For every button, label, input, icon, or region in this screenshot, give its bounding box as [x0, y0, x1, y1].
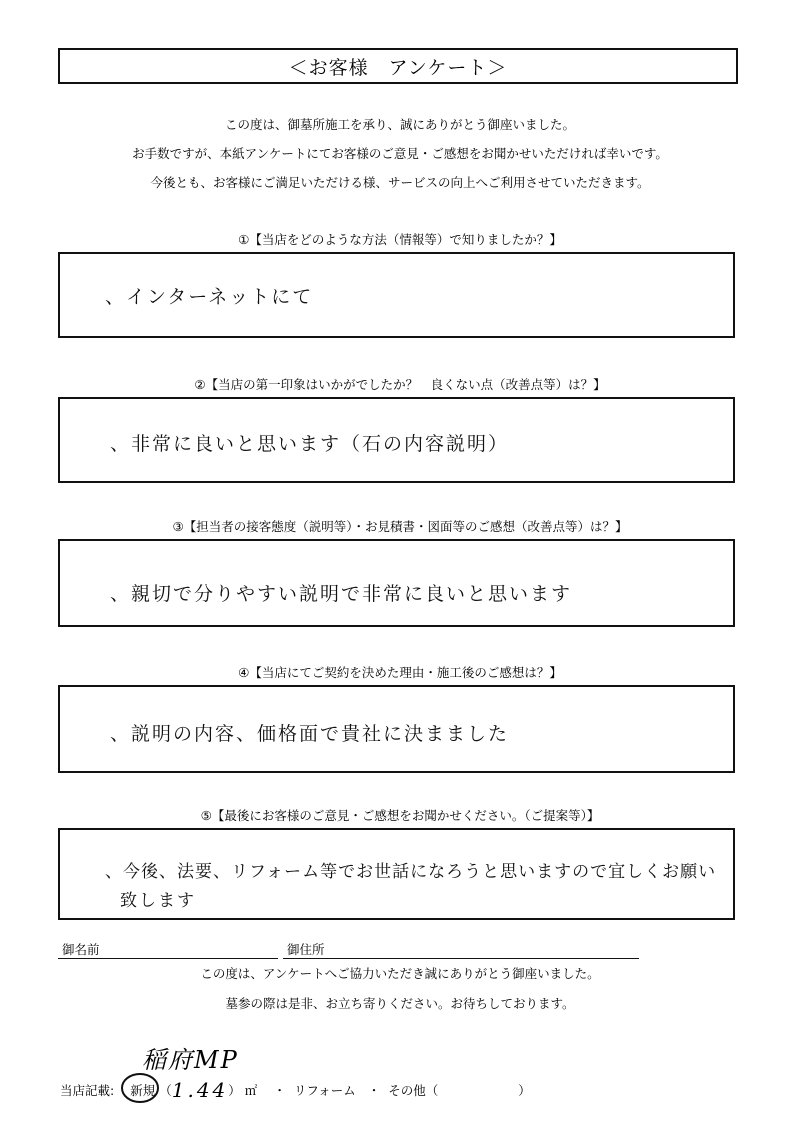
- intro-line-2: お手数ですが、本紙アンケートにてお客様のご意見・ご感想をお聞かせいただければ幸いです。: [132, 146, 668, 161]
- answer-3-text: 、親切で分りやすい説明で非常に良いと思います: [110, 583, 573, 605]
- separator-2: ・: [367, 1083, 381, 1098]
- other-close: ）: [518, 1083, 531, 1098]
- reform-option[interactable]: リフォーム: [293, 1083, 356, 1098]
- survey-title: ＜お客様 アンケート＞: [58, 48, 738, 84]
- other-option[interactable]: その他（: [388, 1083, 439, 1098]
- answer-box-1[interactable]: [58, 252, 735, 338]
- name-label: 御名前: [62, 942, 100, 957]
- handwritten-note: 稲府MP: [142, 1046, 239, 1074]
- answer-box-4[interactable]: [58, 685, 735, 773]
- question-2-label: ②【当店の第一印象はいかがでしたか？ 良くない点（改善点等）は？】: [194, 377, 606, 392]
- intro-line-3: 今後とも、お客様にご満足いただける様、サービスの向上へご利用させていただきます。: [150, 175, 650, 190]
- new-option[interactable]: [130, 1081, 155, 1099]
- new-value: 1.44: [171, 1078, 229, 1102]
- intro-line-1: この度は、御墓所施工を承り、誠にありがとう御座いました。: [224, 117, 575, 132]
- address-field[interactable]: [283, 958, 639, 959]
- record-row: 当店記載: 新規 （ 1.44 ） ㎡ ・ リフォーム ・ その他（ ）: [60, 1078, 531, 1102]
- answer-1-text: 、インターネットにて: [105, 286, 314, 308]
- closing-line-2: 墓参の際は是非、お立ち寄りください。お待ちしております。: [225, 996, 575, 1011]
- answer-5-text-line-1: 、今後、法要、リフォーム等でお世話になろうと思いますので宜しくお願い: [105, 862, 717, 882]
- closing-line-1: この度は、アンケートへご協力いただき誠にありがとう御座いました。: [200, 966, 600, 981]
- answer-5-text-line-2: 致します: [120, 891, 196, 911]
- question-5-label: ⑤【最後にお客様のご意見・ご感想をお聞かせください。（ご提案等）】: [200, 808, 600, 823]
- record-label: 当店記載:: [60, 1083, 115, 1098]
- answer-4-text: 、説明の内容、価格面で貴社に決まました: [110, 723, 510, 745]
- selected-circle-icon: [120, 1072, 160, 1104]
- answer-2-text: 、非常に良いと思います（石の内容説明）: [110, 433, 510, 455]
- name-field[interactable]: [58, 958, 278, 959]
- question-1-label: ①【当店をどのような方法（情報等）で知りましたか？】: [238, 232, 562, 247]
- answer-box-5[interactable]: [58, 828, 735, 920]
- answer-box-3[interactable]: [58, 539, 735, 627]
- question-4-label: ④【当店にてご契約を決めた理由・施工後のご感想は？】: [238, 665, 562, 680]
- answer-box-2[interactable]: [58, 397, 735, 483]
- new-label: 新規: [130, 1083, 156, 1098]
- address-label: 御住所: [287, 942, 325, 957]
- question-3-label: ③【担当者の接客態度（説明等）・お見積書・図面等のご感想（改善点等）は？】: [172, 519, 628, 534]
- separator-1: ・: [273, 1083, 286, 1098]
- unit: ㎡: [244, 1083, 258, 1098]
